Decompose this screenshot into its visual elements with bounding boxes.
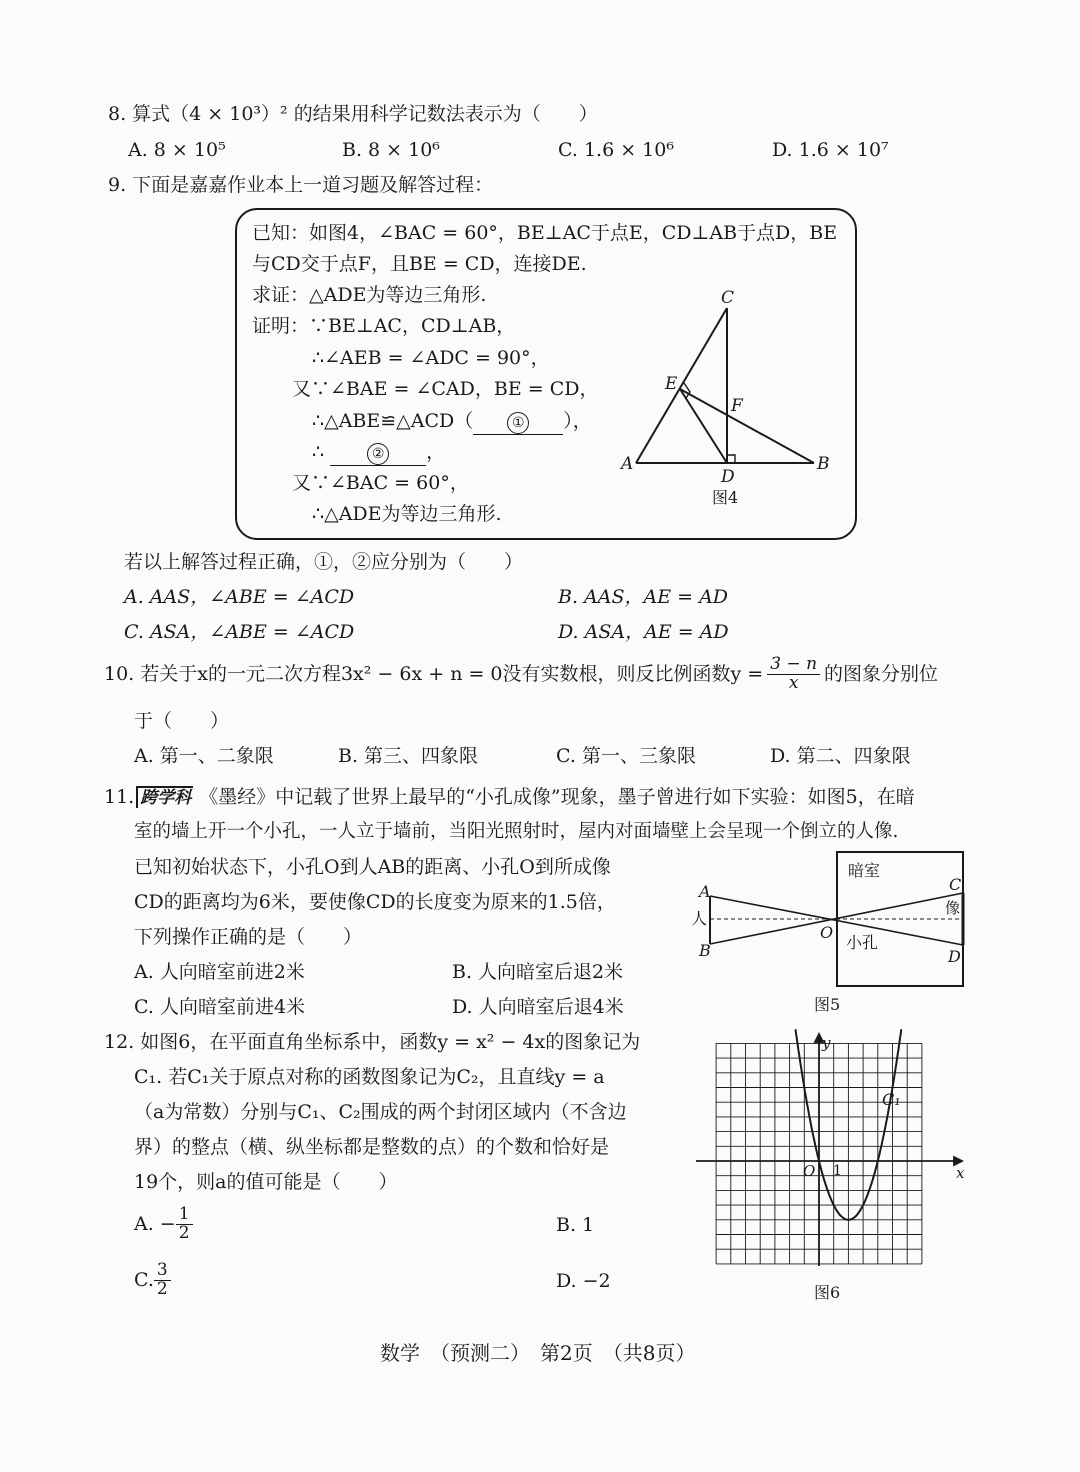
q9-box-line-4: 证明：∵BE⊥AC，CD⊥AB， [252, 315, 516, 337]
q9-box-line-10: ∴△ADE为等边三角形. [312, 503, 502, 525]
q12-option-c-numerator: 3 [154, 1262, 171, 1281]
q12-line2: C₁. 若C₁关于原点对称的函数图象记为C₂，且直线y = a [134, 1066, 605, 1088]
q10-stem-part2: 的图象分别位 [824, 662, 939, 685]
q9-stem: 9. 下面是嘉嘉作业本上一道习题及解答过程： [108, 174, 494, 196]
fig6-caption: 图6 [814, 1283, 841, 1302]
q12-option-d: D. −2 [556, 1270, 611, 1292]
q12-line3: （a为常数）分别与C₁、C₂围成的两个封闭区域内（不含边 [134, 1101, 627, 1123]
q8-option-c: C. 1.6 × 10⁶ [558, 139, 674, 161]
fig5-label-a: A [699, 882, 711, 901]
fig4-label-b: B [817, 454, 830, 474]
q9-option-d: D. ASA，AE = AD [558, 621, 729, 643]
q12-line1: 12. 如图6，在平面直角坐标系中，函数y = x² − 4x的图象记为 [104, 1031, 641, 1053]
q12-option-b: B. 1 [556, 1214, 595, 1236]
q12-option-a-numerator: 1 [176, 1206, 193, 1225]
q11-line3: 已知初始状态下，小孔O到人AB的距离、小孔O到所成像 [134, 856, 611, 878]
fig5-label-o: O [820, 923, 834, 942]
q9-option-a: A. AAS，∠ABE = ∠ACD [124, 586, 355, 608]
page-footer: 数学 （预测二） 第2页 （共8页） [380, 1341, 696, 1365]
q9-box-line-6: 又∵∠BAE = ∠CAD，BE = CD， [292, 378, 599, 400]
q12-option-a-denominator: 2 [178, 1222, 190, 1243]
q9-option-c: C. ASA，∠ABE = ∠ACD [124, 621, 355, 643]
q11-option-d: D. 人向暗室后退4米 [452, 996, 624, 1018]
q11-option-b: B. 人向暗室后退2米 [452, 961, 624, 983]
q8-option-a: A. 8 × 10⁵ [128, 139, 226, 161]
q11-line2: 室的墙上开一个小孔，一人立于墙前，当阳光照射时，屋内对面墙壁上会呈现一个倒立的人像. [134, 821, 899, 842]
fig4-label-d: D [721, 467, 735, 487]
fig5-label-image: 像 [945, 899, 961, 917]
fig5-label-c: C [949, 875, 962, 894]
q9-question: 若以上解答过程正确，①，②应分别为（ ） [124, 551, 524, 573]
fig6-label-c1: C₁ [882, 1090, 901, 1109]
q9-box-line-9: 又∵∠BAC = 60°， [292, 472, 469, 494]
q8-option-b: B. 8 × 10⁶ [342, 139, 440, 161]
fig5-label-dark-room: 暗室 [848, 861, 881, 880]
q11-line5: 下列操作正确的是（ ） [134, 926, 363, 948]
fig4-caption: 图4 [712, 488, 739, 507]
fig6-label-origin: O [803, 1162, 816, 1180]
q12-option-c-prefix: C. [134, 1268, 154, 1291]
q10-stem-part1: 10. 若关于x的一元二次方程3x² − 6x + n = 0没有实数根，则反比例函数y = [104, 662, 764, 685]
q9-blank-1-mark: ① [507, 412, 529, 434]
q11-number: 11. [104, 786, 135, 808]
fig5-label-d: D [948, 947, 961, 966]
q11-interdisciplinary-tag: 跨学科 [136, 786, 193, 808]
q10-fraction-numerator: 3 − n [767, 656, 820, 675]
q9-box-line-3: 求证：△ADE为等边三角形. [252, 284, 487, 306]
q9-blank-2-comma: ， [426, 441, 446, 463]
q10-stem-line2: 于（ ） [134, 710, 230, 732]
q9-box-line-2: 与CD交于点F，且BE = CD，连接DE. [252, 253, 587, 275]
fig4-label-c: C [721, 288, 735, 308]
fig6-label-one: 1 [833, 1163, 842, 1179]
q9-blank-2-mark: ② [367, 443, 389, 465]
q10-option-c: C. 第一、三象限 [556, 745, 696, 767]
q11-option-a: A. 人向暗室前进2米 [134, 961, 305, 983]
q10-fraction-denominator: x [788, 672, 799, 693]
q12-line5: 19个，则a的值可能是（ ） [134, 1171, 398, 1193]
q10-option-b: B. 第三、四象限 [338, 745, 479, 767]
q9-congruence-close: ）， [563, 410, 592, 432]
q9-congruence-text: ∴△ABE≌△ACD（ [312, 410, 474, 432]
q11-option-c: C. 人向暗室前进4米 [134, 996, 306, 1018]
fig6-label-x: x [956, 1164, 965, 1182]
q9-box-line-5: ∴∠AEB = ∠ADC = 90°， [312, 347, 550, 369]
q12-option-c-denominator: 2 [156, 1278, 168, 1299]
fig5-label-person: 人 [691, 909, 708, 928]
q10-option-a: A. 第一、二象限 [134, 745, 274, 767]
q9-option-b: B. AAS，AE = AD [558, 586, 729, 608]
q12-line4: 界）的整点（横、纵坐标都是整数的点）的个数和恰好是 [134, 1136, 610, 1158]
fig5-label-b: B [699, 941, 711, 960]
q8-option-d: D. 1.6 × 10⁷ [772, 139, 889, 161]
q12-option-a-prefix: A. − [134, 1212, 176, 1235]
q9-therefore: ∴ [312, 441, 325, 463]
fig6-label-y: y [822, 1034, 831, 1052]
q11-line4: CD的距离均为6米，要使像CD的长度变为原来的1.5倍， [134, 891, 616, 913]
fig5-label-pinhole: 小孔 [846, 933, 879, 952]
q8-stem: 8. 算式（4 × 10³）² 的结果用科学记数法表示为（ ） [108, 103, 598, 125]
q9-box-line-1: 已知：如图4，∠BAC = 60°，BE⊥AC于点E，CD⊥AB于点D，BE [252, 222, 838, 244]
fig5-caption: 图5 [814, 995, 841, 1014]
fig4-label-a: A [621, 454, 634, 474]
fig4-label-e: E [665, 374, 678, 394]
q10-option-d: D. 第二、四象限 [770, 745, 911, 767]
fig4-label-f: F [731, 396, 743, 416]
q11-line1-text: 《墨经》中记载了世界上最早的“小孔成像”现象，墨子曾进行如下实验：如图5，在暗 [199, 786, 915, 808]
